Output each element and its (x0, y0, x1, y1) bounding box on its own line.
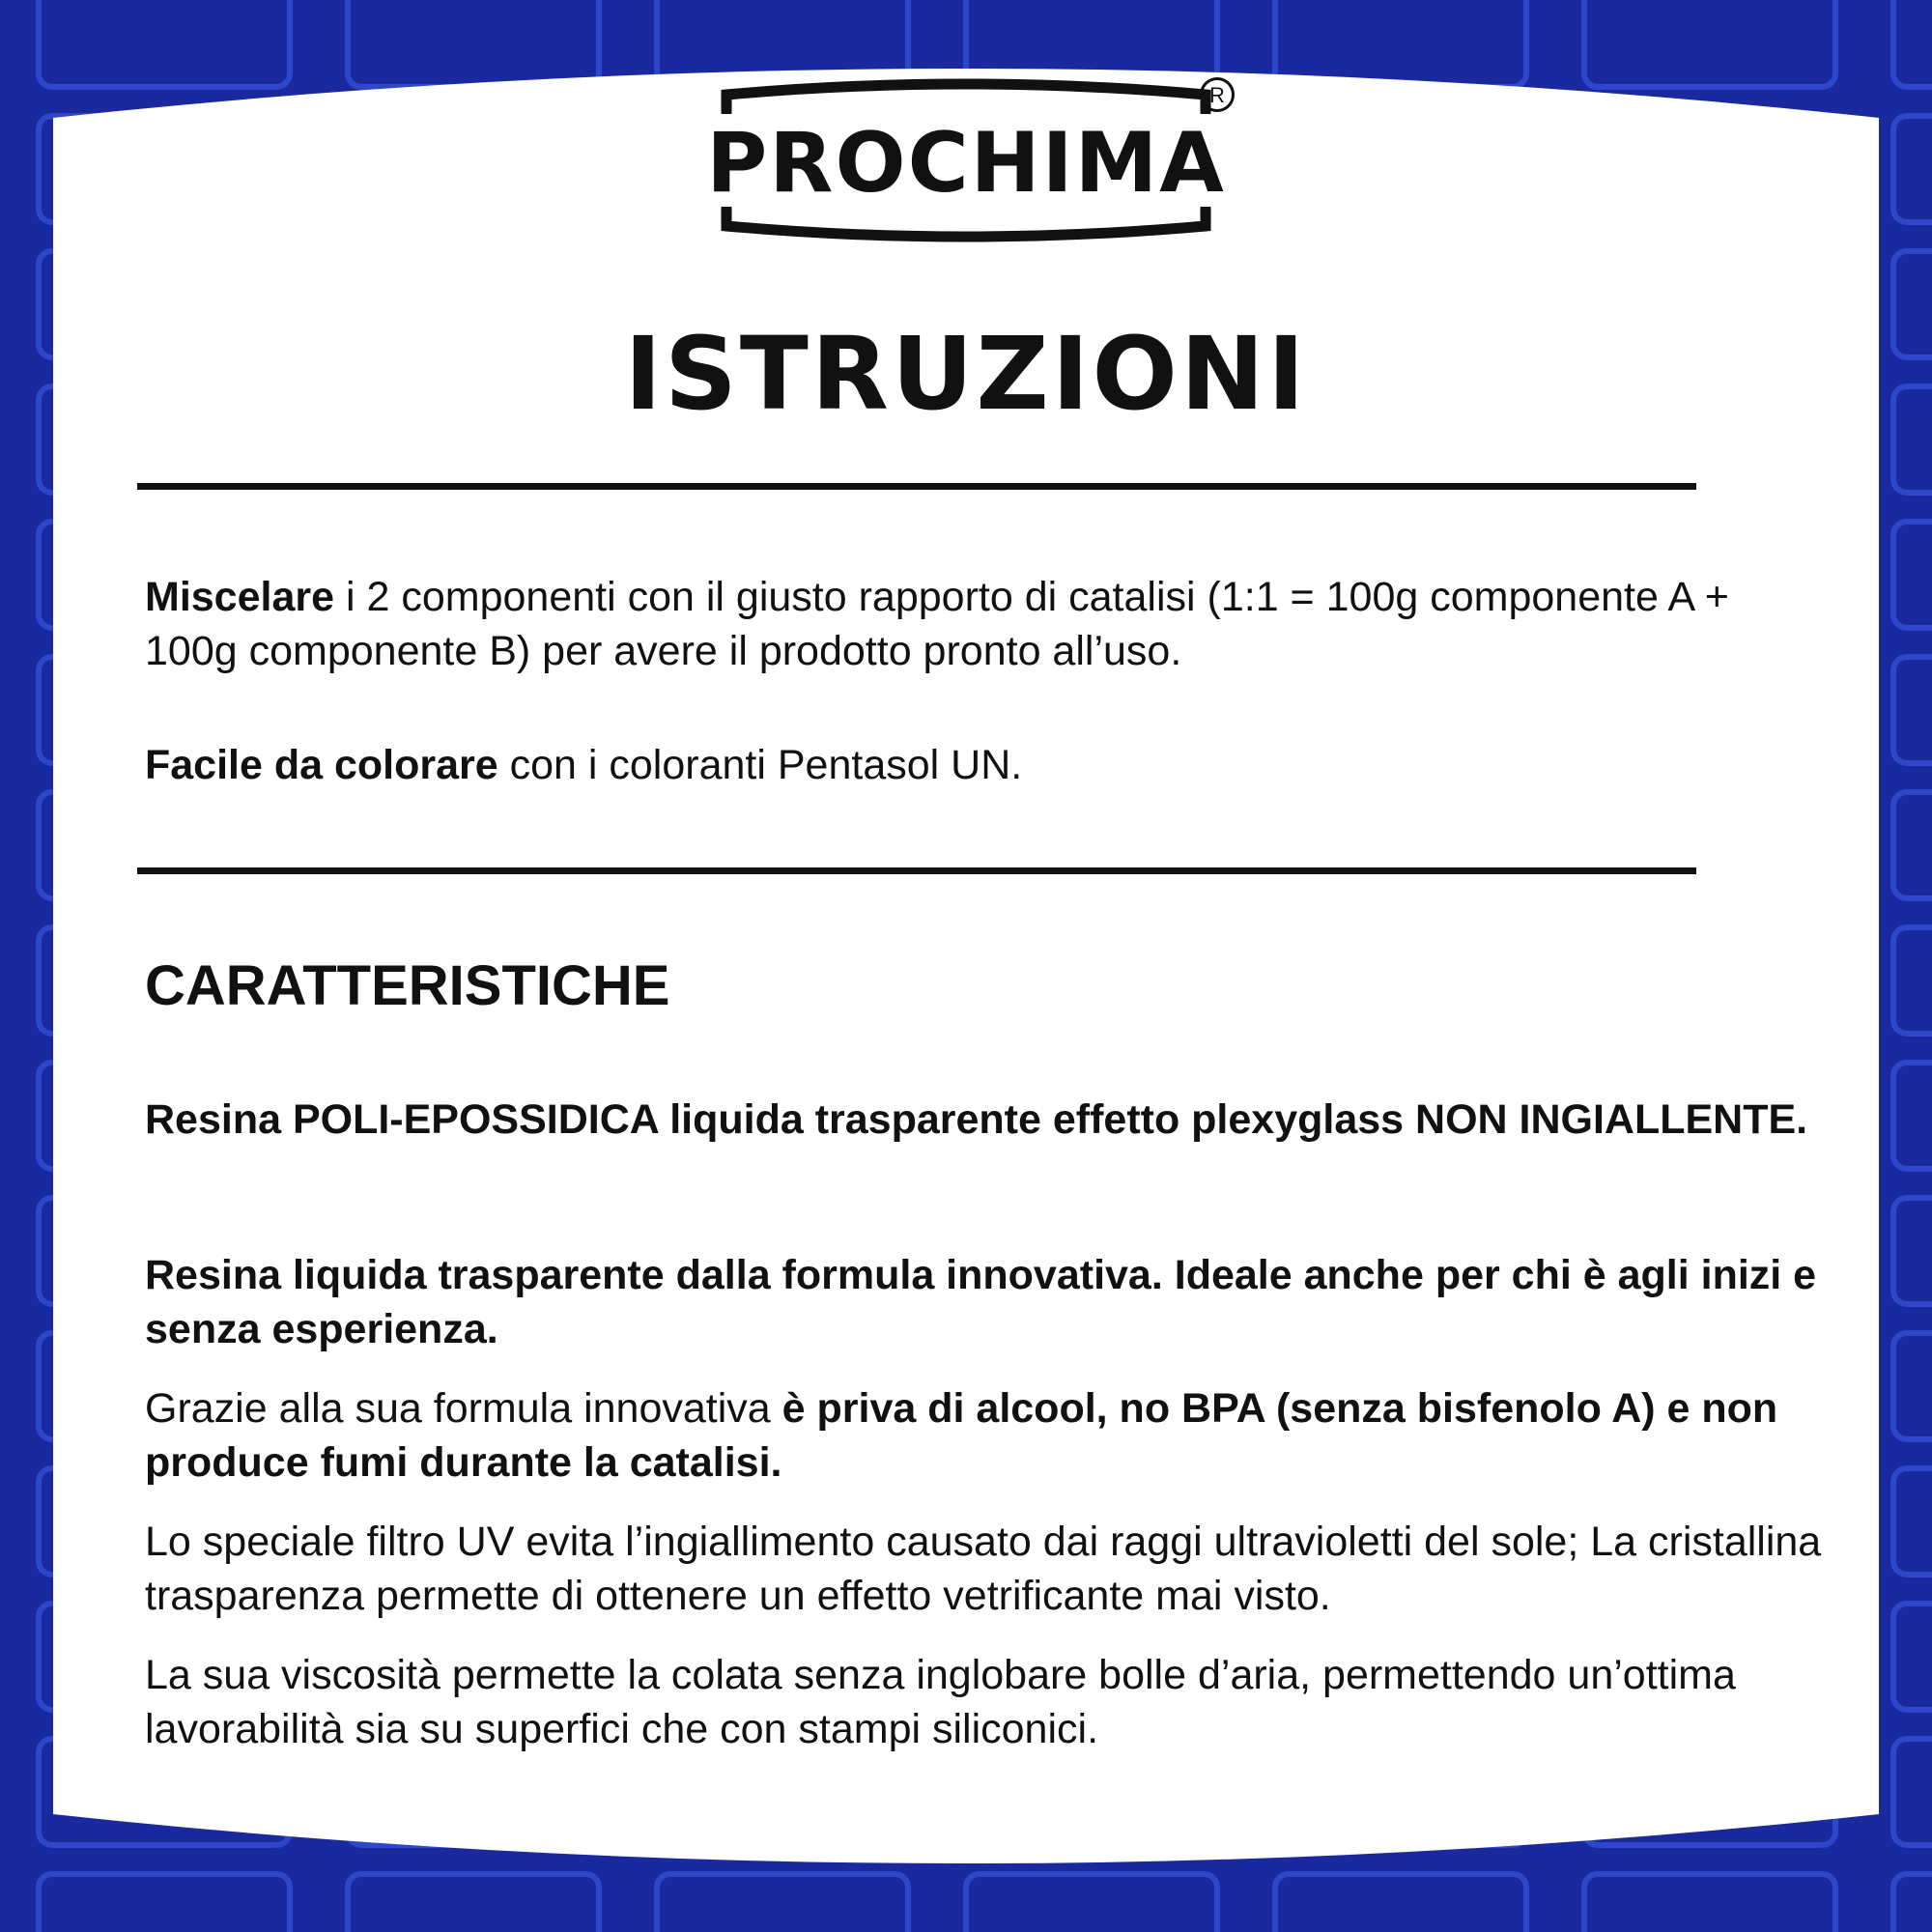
divider-top (137, 483, 1696, 490)
instruction-color-bold: Facile da colorare (145, 742, 498, 788)
registered-trademark-icon: R (1200, 77, 1235, 112)
feature-text: La sua viscosità permette la colata senza inglobare bolle d’aria, permettendo un’ottima lavorabilità sia su superfici che con stampi siliconici. (145, 1652, 1736, 1752)
feature-item (145, 1381, 1826, 1490)
instruction-color (145, 738, 1826, 792)
instruction-color-text: con i coloranti Pentasol UN. (497, 742, 1023, 788)
feature-item (145, 1248, 1826, 1356)
features-heading: CARATTERISTICHE (145, 954, 670, 1017)
prochima-logo (657, 75, 1275, 249)
instruction-mix-bold: Miscelare (145, 574, 335, 620)
feature-text: Lo speciale filtro UV evita l’ingiallimento causato dai raggi ultravioletti del sole; La cristallina trasparenza permette di ottenere un effetto vetrificante mai visto. (145, 1519, 1822, 1619)
feature-item (145, 1648, 1826, 1756)
instruction-mix (145, 570, 1826, 678)
divider-bottom (137, 867, 1696, 874)
feature-bold: è priva di alcool, no BPA (senza bisfenolo A) e non produce fumi durante la catalisi. (145, 1385, 1778, 1486)
instruction-mix-text: i 2 componenti con il giusto rapporto di catalisi (1:1 = 100g componente A + 100g componente B) per avere il prodotto pronto all’uso. (145, 574, 1729, 674)
feature-item (145, 1093, 1826, 1147)
page-title: ISTRUZIONI (624, 315, 1308, 433)
logo-wordmark: PROCHIMA (706, 115, 1226, 212)
feature-text: Grazie alla sua formula innovativa (145, 1385, 782, 1432)
feature-bold: Resina liquida trasparente dalla formula innovativa. Ideale anche per chi è agli inizi e senza esperienza. (145, 1252, 1817, 1352)
feature-item (145, 1515, 1826, 1623)
feature-bold: Resina POLI-EPOSSIDICA liquida trasparente effetto plexyglass NON INGIALLENTE. (145, 1096, 1808, 1143)
